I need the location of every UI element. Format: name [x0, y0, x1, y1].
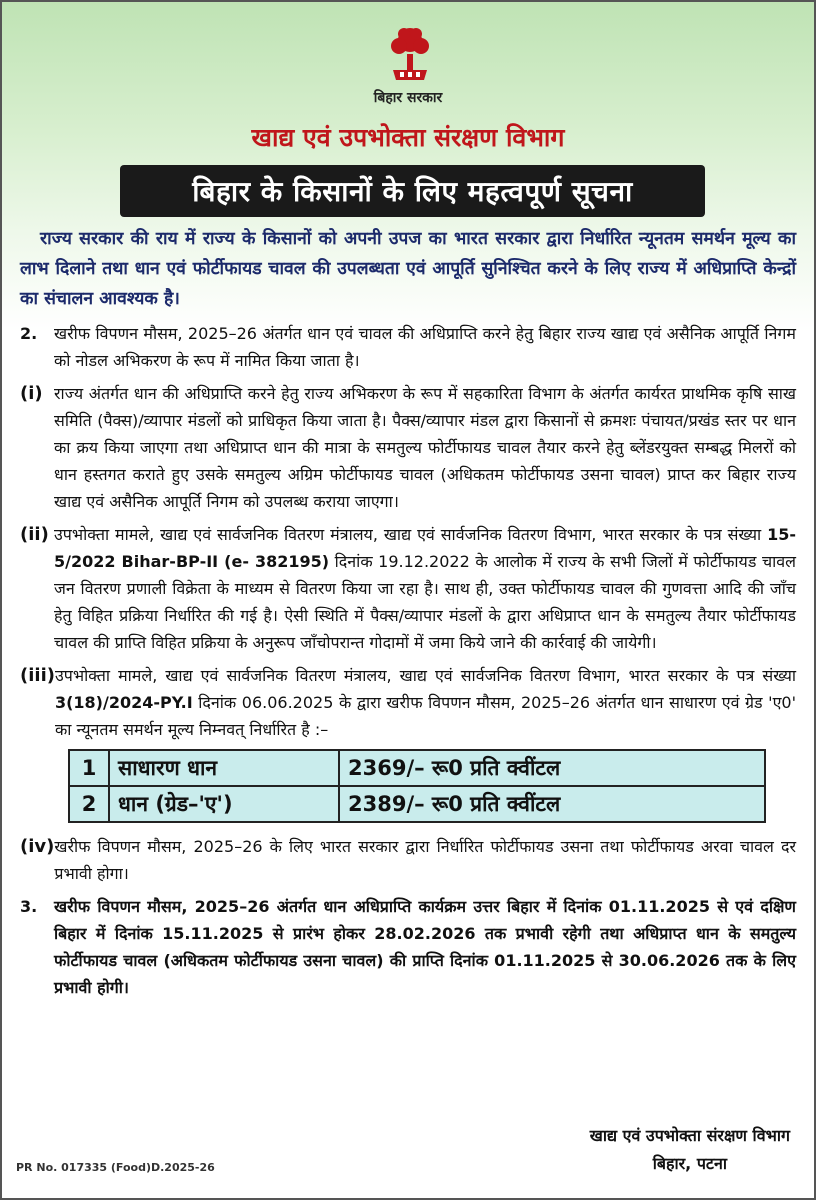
paragraph-number: (iv)	[20, 836, 55, 857]
paragraph-number: (i)	[20, 383, 43, 404]
paragraph-text-b: दिनांक 19.12.2022 के आलोक में राज्य के सभी जिलों में फोर्टीफायड चावल जन वितरण प्रणाली विक्रेता के माध्यम से वितरण किया जा रहा है। साथ ही, उक्त फोर्टीफायड चावल की गुणवत्ता आदि की जाँच हेतु विहित प्रक्रिया निर्धारित की गई है। ऐसी स्थिति में पैक्स/व्यापार मंडलों के द्वारा अधिप्राप्त धान के समतुल्य तैयार फोर्टीफायड चावल की प्राप्ति विहित प्रक्रिया के अनुरूप जाँचोपरान्त गोदामों में जमा किये जाने की कार्रवाई की जायेगी।	[54, 552, 796, 652]
paragraph-number: 2.	[20, 324, 38, 343]
paragraph-text: खरीफ विपणन मौसम, 2025–26 अंतर्गत धान अधिप्राप्ति कार्यक्रम उत्तर बिहार में दिनांक 01.11.2025 से एवं दक्षिण बिहार में दिनांक 15.11.2025 से प्रारंभ होकर 28.02.2026 तक प्रभावी रहेगी तथा अधिप्राप्त धान के समतुल्य फोर्टीफायड चावल (अधिकतम फोर्टीफायड उसना चावल) की प्राप्ति दिनांक 01.11.2025 से 30.06.2026 तक के लिए प्रभावी होगी।	[54, 897, 796, 997]
paragraph-text-a: उपभोक्ता मामले, खाद्य एवं सार्वजनिक वितरण मंत्रालय, खाद्य एवं सार्वजनिक वितरण विभाग, भारत सरकार के पत्र संख्या	[54, 666, 796, 685]
department-title: खाद्य एवं उपभोक्ता संरक्षण विभाग	[251, 123, 565, 152]
paragraph-text-a: उपभोक्ता मामले, खाद्य एवं सार्वजनिक वितरण मंत्रालय, खाद्य एवं सार्वजनिक वितरण विभाग, भारत सरकार के पत्र संख्या	[54, 525, 768, 544]
table-row	[69, 750, 765, 786]
letter-reference: 15-5/2022 Bihar-BP-II (e- 382195)	[54, 525, 796, 571]
paragraph-2	[20, 320, 796, 374]
table-cell-index: 2	[69, 786, 109, 822]
table-cell-paddy-type: साधारण धान	[109, 750, 339, 786]
pr-number: PR No. 017335 (Food)D.2025-26	[16, 1161, 215, 1174]
table-row	[69, 786, 765, 822]
paragraph-i	[20, 380, 796, 515]
msp-table	[68, 749, 766, 823]
header	[2, 2, 814, 208]
paragraph-text: खरीफ विपणन मौसम, 2025–26 अंतर्गत धान एवं चावल की अधिप्राप्ति करने हेतु बिहार राज्य खाद्य एवं असैनिक आपूर्ति निगम को नोडल अभिकरण के रूप में नामित किया जाता है।	[54, 324, 796, 370]
signature-department: खाद्य एवं उपभोक्ता संरक्षण विभाग	[589, 1126, 790, 1145]
bihar-emblem-icon	[387, 24, 433, 82]
signature-place: बिहार, पटना	[652, 1154, 728, 1173]
paragraph-text-b: दिनांक 06.06.2025 के द्वारा खरीफ विपणन मौसम, 2025–26 अंतर्गत धान साधारण एवं ग्रेड 'ए0' का न्यूनतम समर्थन मूल्य निम्नवत् निर्धारित है :–	[54, 693, 796, 739]
notice-body	[20, 224, 796, 1007]
paragraph-number: (ii)	[20, 524, 49, 545]
paragraph-text: खरीफ विपणन मौसम, 2025–26 के लिए भारत सरकार द्वारा निर्धारित फोर्टीफायड उसना तथा फोर्टीफायड अरवा चावल दर प्रभावी होगा।	[54, 837, 796, 883]
paragraph-iv	[20, 833, 796, 887]
letter-reference: 3(18)/2024-PY.I	[54, 693, 193, 712]
table-cell-index: 1	[69, 750, 109, 786]
paragraph-3	[20, 893, 796, 1001]
paragraph-text	[55, 662, 796, 743]
signature-block	[590, 1122, 790, 1178]
notice-banner: बिहार के किसानों के लिए महत्वपूर्ण सूचना	[120, 165, 705, 217]
paragraph-number: (iii)	[20, 665, 55, 686]
table-cell-price: 2389/– रू0 प्रति क्वींटल	[339, 786, 765, 822]
intro-paragraph: राज्य सरकार की राय में राज्य के किसानों को अपनी उपज का भारत सरकार द्वारा निर्धारित न्यूनतम समर्थन मूल्य का लाभ दिलाने तथा धान एवं फोर्टीफायड चावल की उपलब्धता एवं आपूर्ति सुनिश्चित करने के लिए राज्य में अधिप्राप्ति केन्द्रों का संचालन आवश्यक है।	[20, 229, 796, 309]
paragraph-ii	[20, 521, 796, 656]
table-cell-paddy-type: धान (ग्रेड–'ए')	[109, 786, 339, 822]
paragraph-number: 3.	[20, 897, 38, 916]
paragraph-iii	[20, 662, 796, 743]
government-name: बिहार सरकार	[373, 90, 443, 106]
table-cell-price: 2369/– रू0 प्रति क्वींटल	[339, 750, 765, 786]
paragraph-text	[54, 521, 796, 656]
paragraph-text: राज्य अंतर्गत धान की अधिप्राप्ति करने हेतु राज्य अभिकरण के रूप में सहकारिता विभाग के अंतर्गत कार्यरत प्राथमिक कृषि साख समिति (पैक्स)/व्यापार मंडलों को प्राधिकृत किया जाता है। पैक्स/व्यापार मंडल द्वारा किसानों से क्रमशः पंचायत/प्रखंड स्तर पर धान का क्रय किया जाएगा तथा अधिप्राप्त धान की मात्रा के समतुल्य फोर्टीफायड चावल तैयार करने हेतु ब्लेंडरयुक्त सम्बद्ध मिलरों को धान हस्तगत कराते हुए उसके समतुल्य अग्रिम फोर्टीफायड चावल (अधिकतम फोर्टीफायड उसना चावल) प्राप्त कर बिहार राज्य खाद्य एवं असैनिक आपूर्ति निगम को उपलब्ध कराया जाएगा।	[54, 384, 796, 511]
